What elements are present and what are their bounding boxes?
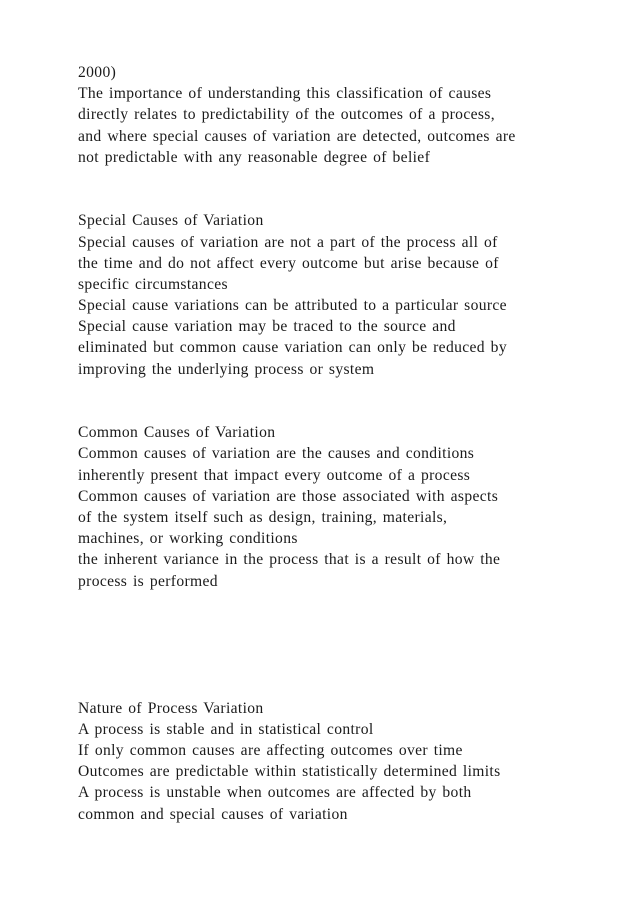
text-line: Common causes of variation are the causes and conditions [78,445,475,463]
text-line: inherently present that impact every outcome of a process [78,466,471,484]
text-line: process is performed [78,572,218,590]
document-body [78,62,618,825]
paragraph-gap [78,168,618,189]
section-heading-special-causes: Special Causes of Variation [78,212,264,230]
text-line: Common causes of variation are those associated with aspects [78,487,499,505]
text-line: Special causes of variation are not a part of the process all of [78,233,498,251]
text-line: A process is stable and in statistical control [78,720,374,738]
section-heading-process-variation: Nature of Process Variation [78,699,264,717]
paragraph-gap [78,189,618,210]
text-line: Special cause variation may be traced to the source and [78,318,456,336]
paragraph-gap [78,634,618,655]
text-line: and where special causes of variation are detected, outcomes are [78,127,516,145]
text-line: Special cause variations can be attributed to a particular source [78,297,507,315]
text-line: the inherent variance in the process that is a result of how the [78,551,501,569]
text-line: specific circumstances [78,275,228,293]
text-line: improving the underlying process or system [78,360,375,378]
text-line: If only common causes are affecting outcomes over time [78,742,463,759]
paragraph-gap [78,676,618,697]
text-line: A process is unstable when outcomes are affected by both [78,784,472,802]
text-line: machines, or working conditions [78,530,298,548]
text-line: 2000) [78,64,117,81]
text-line: the time and do not affect every outcome but arise because of [78,254,499,272]
text-line: common and special causes of variation [78,805,348,823]
text-line: directly relates to predictability of the outcomes of a process, [78,106,495,124]
text-line: The importance of understanding this classification of causes [78,85,492,103]
text-line: not predictable with any reasonable degree of belief [78,148,431,166]
paragraph-gap [78,655,618,676]
text-line: of the system itself such as design, training, materials, [78,508,448,526]
paragraph-gap [78,380,618,401]
paragraph-gap [78,613,618,634]
paragraph-gap [78,592,618,613]
text-line: eliminated but common cause variation can only be reduced by [78,339,507,357]
text-line: Outcomes are predictable within statistically determined limits [78,763,501,781]
paragraph-gap [78,401,618,422]
section-heading-common-causes: Common Causes of Variation [78,424,276,442]
